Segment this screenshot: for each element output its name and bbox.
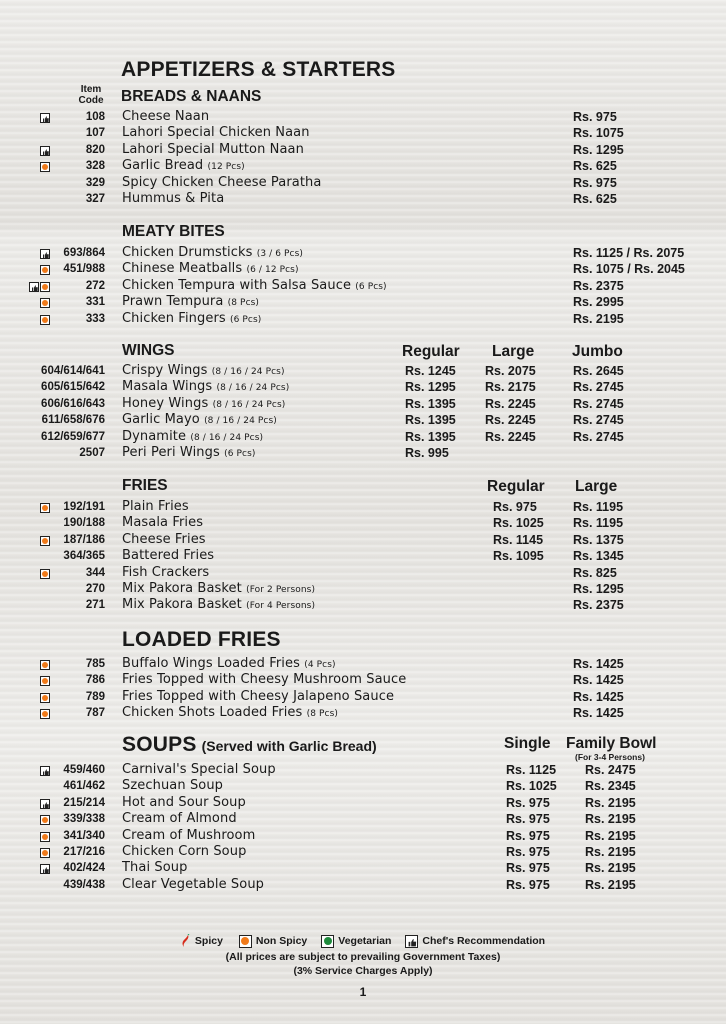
item-price: Rs. 2195 <box>585 861 636 876</box>
item-code: 344 <box>85 566 105 579</box>
item-name <box>122 548 214 563</box>
item-name-text: Chicken Shots Loaded Fries <box>122 705 303 721</box>
item-name-text: Cream of Almond <box>122 811 237 827</box>
soups-col-single: Single <box>504 735 551 752</box>
item-price: Rs. 2745 <box>573 413 624 428</box>
item-price: Rs. 1425 <box>573 706 624 721</box>
item-code: 108 <box>85 111 105 123</box>
item-name <box>122 565 209 580</box>
section-title-meaty-bites: MEATY BITES <box>122 223 225 240</box>
item-name-text: Clear Vegetable Soup <box>122 876 265 892</box>
item-name <box>122 261 299 276</box>
item-price: Rs. 2195 <box>585 828 636 843</box>
item-name <box>122 311 261 326</box>
item-price: Rs. 975 <box>506 877 550 892</box>
item-price: Rs. 1195 <box>573 516 624 531</box>
item-note: (6 / 12 Pcs) <box>246 265 299 276</box>
chefs-recommendation-icon <box>405 935 418 948</box>
item-note: (6 Pcs) <box>230 314 262 325</box>
item-code: 787 <box>85 707 105 720</box>
item-code: 327 <box>85 193 105 205</box>
item-name <box>122 795 246 810</box>
item-code: 693/864 <box>63 247 105 259</box>
item-note: (12 Pcs) <box>207 162 245 173</box>
item-code: 190/188 <box>63 517 105 530</box>
service-note: (3% Service Charges Apply) <box>293 965 433 977</box>
item-name <box>122 705 338 720</box>
item-note: (8 / 16 / 24 Pcs) <box>212 399 286 410</box>
item-name <box>122 656 336 671</box>
non-spicy-icon <box>239 935 252 948</box>
section-title-loaded-fries: LOADED FRIES <box>122 628 281 651</box>
item-price: Rs. 1295 <box>573 142 624 157</box>
item-name <box>122 109 209 124</box>
item-price: Rs. 1195 <box>573 500 624 514</box>
item-name-text: Peri Peri Wings <box>122 445 220 460</box>
legend-row <box>0 934 726 948</box>
item-name-text: Hot and Sour Soup <box>122 794 246 810</box>
item-price: Rs. 1125 / Rs. 2075 <box>573 246 685 260</box>
item-note: (6 Pcs) <box>355 281 387 292</box>
item-name <box>122 142 304 157</box>
item-name <box>122 515 203 530</box>
item-name-text: Crispy Wings <box>122 363 208 378</box>
item-code: 272 <box>85 279 105 292</box>
item-name <box>122 396 285 411</box>
item-name <box>122 499 189 514</box>
item-price: Rs. 625 <box>573 159 617 174</box>
item-price: Rs. 2345 <box>585 779 636 794</box>
item-name-text: Fries Topped with Cheesy Jalapeno Sauce <box>122 688 395 704</box>
item-price: Rs. 975 <box>493 500 537 514</box>
item-code: 328 <box>85 160 105 173</box>
soups-family-note: (For 3-4 Persons) <box>575 752 645 762</box>
item-note: (3 / 6 Pcs) <box>256 249 303 259</box>
item-note: (For 4 Persons) <box>246 601 316 612</box>
item-note: (8 / 16 / 24 Pcs) <box>204 416 277 427</box>
item-price: Rs. 1425 <box>573 657 624 671</box>
item-code: 606/616/643 <box>41 397 105 410</box>
item-price: Rs. 1295 <box>573 582 624 596</box>
item-name <box>122 175 321 190</box>
item-code: 820 <box>85 143 105 156</box>
item-code: 789 <box>85 690 105 703</box>
item-price: Rs. 2375 <box>573 278 624 293</box>
item-name-text: Chinese Meatballs <box>122 261 243 277</box>
item-price: Rs. 1425 <box>573 689 624 704</box>
item-code: 612/659/677 <box>41 430 105 443</box>
item-name <box>122 672 406 687</box>
fries-col-regular: Regular <box>487 478 545 495</box>
item-name <box>122 445 255 460</box>
item-price: Rs. 1425 <box>573 673 624 688</box>
item-name-text: Garlic Mayo <box>122 412 200 428</box>
item-code-label: Item Code <box>78 84 104 106</box>
item-name-text: Mix Pakora Basket <box>122 597 242 613</box>
item-name-text: Lahori Special Chicken Naan <box>122 125 310 141</box>
item-name <box>122 860 188 875</box>
item-price: Rs. 2075 <box>485 364 536 378</box>
soups-title: SOUPS <box>122 733 197 756</box>
item-code: 270 <box>85 583 105 595</box>
chili-spicy-icon <box>181 934 191 948</box>
item-price: Rs. 625 <box>573 192 617 206</box>
item-name <box>122 581 315 596</box>
item-name-text: Dynamite <box>122 428 187 444</box>
item-name <box>122 278 387 293</box>
item-price: Rs. 2745 <box>573 429 624 444</box>
legend-vegetarian-label: Vegetarian <box>338 935 392 947</box>
page-title: APPETIZERS & STARTERS <box>121 58 396 81</box>
item-note: (8 / 16 / 24 Pcs) <box>211 367 285 377</box>
item-price: Rs. 2195 <box>585 845 636 859</box>
item-code: 217/216 <box>63 846 105 858</box>
item-price: Rs. 2245 <box>485 413 536 428</box>
item-price: Rs. 2175 <box>485 380 536 395</box>
item-price: Rs. 2195 <box>585 795 636 810</box>
item-price: Rs. 1245 <box>405 364 456 378</box>
item-price: Rs. 1375 <box>573 532 624 547</box>
item-name <box>122 363 285 378</box>
item-code: 611/658/676 <box>41 414 105 427</box>
item-price: Rs. 975 <box>506 812 550 827</box>
wings-col-large: Large <box>492 343 535 360</box>
item-code: 605/615/642 <box>41 381 105 394</box>
item-price: Rs. 2195 <box>573 311 624 326</box>
item-note: (For 2 Persons) <box>246 585 316 595</box>
item-note: (8 / 16 / 24 Pcs) <box>216 383 290 394</box>
item-name <box>122 125 310 140</box>
item-name-text: Fish Crackers <box>122 564 210 580</box>
item-price: Rs. 1395 <box>405 396 456 411</box>
item-price: Rs. 2475 <box>585 763 636 777</box>
item-price: Rs. 2375 <box>573 598 624 613</box>
item-code: 339/338 <box>63 813 105 826</box>
item-note: (6 Pcs) <box>224 449 256 459</box>
item-code: 2507 <box>79 447 105 459</box>
item-name-text: Chicken Corn Soup <box>122 844 247 859</box>
item-name-text: Buffalo Wings Loaded Fries <box>122 656 300 671</box>
item-code: 271 <box>85 599 105 612</box>
item-name-text: Masala Wings <box>122 379 213 395</box>
item-name <box>122 429 263 444</box>
item-name-text: Carnival's Special Soup <box>122 762 276 777</box>
item-code: 459/460 <box>63 764 105 776</box>
item-note: (8 / 16 / 24 Pcs) <box>190 432 264 443</box>
item-name-text: Szechuan Soup <box>122 778 224 794</box>
section-title-breads: BREADS & NAANS <box>121 88 262 105</box>
item-price: Rs. 2245 <box>485 429 536 444</box>
item-name-text: Fries Topped with Cheesy Mushroom Sauce <box>122 672 407 688</box>
item-code: 604/614/641 <box>41 365 105 377</box>
item-code: 215/214 <box>63 796 105 809</box>
item-price: Rs. 825 <box>573 565 617 580</box>
item-price: Rs. 2745 <box>573 396 624 411</box>
item-note: (8 Pcs) <box>227 298 260 309</box>
item-name-text: Chicken Drumsticks <box>122 245 253 260</box>
item-note: (4 Pcs) <box>304 660 336 670</box>
item-price: Rs. 1025 <box>506 779 557 794</box>
item-name <box>122 412 277 427</box>
item-code: 329 <box>85 176 105 189</box>
item-price: Rs. 1345 <box>573 549 624 564</box>
item-name-text: Thai Soup <box>122 860 188 876</box>
wings-col-regular: Regular <box>402 343 460 360</box>
item-code: 187/186 <box>63 533 105 546</box>
item-name-text: Mix Pakora Basket <box>122 581 242 596</box>
item-name-text: Cream of Mushroom <box>122 827 256 843</box>
item-price: Rs. 2645 <box>573 364 624 378</box>
item-code: 461/462 <box>63 780 105 793</box>
item-price: Rs. 2195 <box>585 812 636 827</box>
item-name <box>122 158 245 173</box>
item-code: 192/191 <box>63 501 105 513</box>
item-name-text: Lahori Special Mutton Naan <box>122 141 304 157</box>
item-name <box>122 877 264 892</box>
item-name <box>122 379 289 394</box>
item-name <box>122 762 276 777</box>
soups-subtitle: (Served with Garlic Bread) <box>201 738 377 754</box>
item-price: Rs. 995 <box>405 446 449 460</box>
item-name-text: Plain Fries <box>122 499 189 514</box>
item-name-text: Spicy Chicken Cheese Paratha <box>122 174 322 190</box>
item-name <box>122 811 237 826</box>
section-title-wings: WINGS <box>122 342 175 359</box>
legend-spicy-label: Spicy <box>194 935 223 947</box>
item-name <box>122 828 255 843</box>
item-price: Rs. 2745 <box>573 380 624 395</box>
item-name <box>122 532 206 547</box>
item-price: Rs. 975 <box>506 795 550 810</box>
item-code: 786 <box>85 674 105 687</box>
page-number: 1 <box>359 985 367 999</box>
item-code: 439/438 <box>63 878 105 891</box>
legend-chef-label: Chef's Recommendation <box>422 935 546 947</box>
item-price: Rs. 1095 <box>493 549 544 564</box>
section-title-soups <box>122 733 377 757</box>
wings-col-jumbo: Jumbo <box>572 343 623 360</box>
item-price: Rs. 2245 <box>485 396 536 411</box>
item-price: Rs. 1395 <box>405 429 456 444</box>
item-name-text: Chicken Fingers <box>122 310 226 326</box>
item-code: 451/988 <box>63 263 105 276</box>
item-price: Rs. 1125 <box>506 763 557 777</box>
item-name-text: Honey Wings <box>122 395 209 411</box>
item-price: Rs. 1075 <box>573 126 624 141</box>
item-price: Rs. 975 <box>506 845 550 859</box>
item-name-text: Prawn Tempura <box>122 294 224 310</box>
item-name <box>122 245 303 260</box>
item-code: 333 <box>85 312 105 325</box>
item-code: 331 <box>85 296 105 309</box>
item-price: Rs. 1145 <box>493 532 544 547</box>
item-code: 107 <box>85 127 105 140</box>
item-name <box>122 191 224 206</box>
soups-col-family: Family Bowl <box>566 735 657 752</box>
item-name <box>122 597 315 612</box>
tax-note: (All prices are subject to prevailing Government Taxes) <box>225 951 501 963</box>
item-name <box>122 778 223 793</box>
item-name-text: Cheese Naan <box>122 109 210 124</box>
item-name <box>122 689 394 704</box>
item-price: Rs. 975 <box>573 110 617 124</box>
item-code: 785 <box>85 658 105 670</box>
item-code: 402/424 <box>63 862 105 875</box>
legend-non-spicy-label: Non Spicy <box>255 935 308 947</box>
legend <box>0 934 726 999</box>
item-name-text: Battered Fries <box>122 548 215 564</box>
item-note: (8 Pcs) <box>306 709 338 720</box>
item-price: Rs. 2195 <box>585 877 636 892</box>
item-price: Rs. 975 <box>506 828 550 843</box>
item-name <box>122 844 246 859</box>
item-name-text: Masala Fries <box>122 515 204 531</box>
fries-col-large: Large <box>575 478 618 495</box>
item-price: Rs. 1395 <box>405 413 456 428</box>
item-name-text: Hummus & Pita <box>122 191 225 206</box>
item-code: 341/340 <box>63 829 105 842</box>
item-name-text: Garlic Bread <box>122 158 204 174</box>
item-price: Rs. 1295 <box>405 380 456 395</box>
item-name-text: Cheese Fries <box>122 531 206 547</box>
item-price: Rs. 1025 <box>493 516 544 531</box>
item-price: Rs. 975 <box>573 175 617 190</box>
vegetarian-icon <box>321 935 334 948</box>
item-price: Rs. 2995 <box>573 295 624 310</box>
item-price: Rs. 975 <box>506 861 550 876</box>
item-name <box>122 294 259 309</box>
section-title-fries: FRIES <box>122 477 168 494</box>
item-name-text: Chicken Tempura with Salsa Sauce <box>122 277 352 293</box>
item-price: Rs. 1075 / Rs. 2045 <box>573 262 685 277</box>
item-code: 364/365 <box>63 550 105 563</box>
